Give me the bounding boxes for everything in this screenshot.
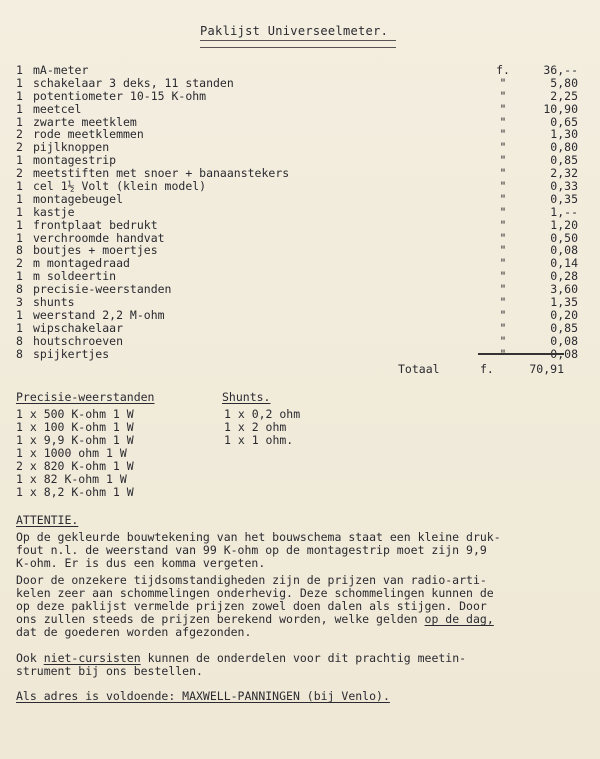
part-qty: 8 [16,243,23,258]
part-qty: 2 [16,256,23,271]
part-price: 0,85 [550,320,578,335]
total-currency: f. [480,362,494,376]
part-qty: 1 [16,63,23,77]
precisie-row: 1 x 500 K-ohm 1 W [16,407,134,421]
part-row [16,335,586,348]
precisie-list [16,408,134,499]
part-qty: 1 [16,269,23,284]
part-currency: " [499,114,507,129]
part-qty: 1 [16,307,23,322]
part-description: zwarte meetklem [33,114,137,129]
part-description: cel 1½ Volt (klein model) [33,179,207,194]
text-line: op deze paklijst vermelde prijzen zowel doen dalen als stijgen. Door [16,599,487,613]
part-price: 0,28 [550,269,578,284]
part-price: 5,80 [550,75,578,90]
part-currency: " [499,88,507,103]
part-currency: " [499,101,507,116]
part-description: houtschroeven [33,333,124,348]
part-currency: " [499,230,507,245]
text-span: kunnen de onderdelen voor dit prachtig meetin- [147,651,467,665]
part-currency: " [499,282,507,297]
part-description: weerstand 2,2 M-ohm [33,307,165,322]
precisie-row: 2 x 820 K-ohm 1 W [16,459,134,473]
part-price: 0,35 [550,191,578,206]
part-description: precisie-weerstanden [33,282,172,297]
part-currency: " [499,127,507,142]
part-description: montagebeugel [33,191,124,206]
text-span: Ook [16,651,37,665]
part-currency: " [499,140,507,155]
part-description: boutjes + moertjes [33,243,158,258]
attentie-paragraph-4 [16,690,586,703]
part-qty: 1 [16,88,23,103]
part-row [16,180,586,193]
part-qty: 1 [16,114,23,129]
part-description: frontplaat bedrukt [33,217,158,232]
part-description: montagestrip [33,153,117,168]
part-price: 0,08 [550,243,578,258]
part-price: 0,65 [550,114,578,129]
part-currency: " [499,153,507,168]
part-row [16,296,586,309]
part-price: 1,20 [550,217,578,232]
part-currency: " [499,75,507,90]
part-description: spijkertjes [33,346,110,361]
part-description: kastje [33,204,75,219]
part-currency: " [499,256,507,271]
attentie-paragraph-3 [16,652,586,678]
part-description: rode meetklemmen [33,127,144,142]
text-line: kelen zeer aan schommelingen onderhevig. Deze schommelingen kunnen de [16,586,494,600]
part-price: 2,25 [550,88,578,103]
shunts-heading: Shunts. [222,390,271,404]
part-description: m montagedraad [33,256,130,271]
total-rule [478,353,564,355]
part-qty: 1 [16,204,23,219]
part-currency: " [499,217,507,232]
part-description: mA-meter [33,63,89,77]
part-description: potentiometer 10-15 K-ohm [33,88,207,103]
text-line: K-ohm. Er is dus een komma vergeten. [16,556,266,570]
part-qty: 1 [16,153,23,168]
shunt-row: 1 x 1 ohm. [224,433,294,447]
text-span: ons zullen steeds de prijzen berekend worden, welke gelden [16,612,418,626]
part-qty: 1 [16,179,23,194]
part-qty: 1 [16,101,23,116]
part-qty: 2 [16,127,23,142]
part-qty: 1 [16,230,23,245]
part-currency: " [499,179,507,194]
part-price: 0,80 [550,140,578,155]
part-price: 10,90 [543,101,578,116]
part-price: 36,-- [543,63,578,77]
part-row [16,77,586,90]
part-currency: " [499,243,507,258]
underlined-text: op de dag, [424,612,494,626]
part-currency: " [499,333,507,348]
part-price: 0,33 [550,179,578,194]
part-currency: " [499,295,507,310]
part-description: shunts [33,295,75,310]
part-price: 0,20 [550,307,578,322]
part-description: meetcel [33,101,82,116]
part-price: 2,32 [550,166,578,181]
part-row [16,309,586,322]
part-price: 0,50 [550,230,578,245]
total-amount: 70,91 [529,362,564,376]
precisie-row: 1 x 100 K-ohm 1 W [16,420,134,434]
part-qty: 3 [16,295,23,310]
text-line: Door de onzekere tijdsomstandigheden zijn de prijzen van radio-arti- [16,573,487,587]
part-qty: 1 [16,191,23,206]
part-row [16,64,586,77]
underlined-text: niet-cursisten [43,651,141,665]
shunt-row: 1 x 0,2 ohm [224,407,301,421]
text-line: strument bij ons bestellen. [16,664,203,678]
part-price: 0,14 [550,256,578,271]
attentie-paragraph-1 [16,531,586,570]
part-currency: " [499,307,507,322]
parts-list [16,64,586,360]
part-description: schakelaar 3 deks, 11 standen [33,75,234,90]
precisie-heading: Precisie-weerstanden [16,390,155,404]
part-description: meetstiften met snoer + banaanstekers [33,166,290,181]
address-line: Als adres is voldoende: MAXWELL-PANNINGEN (bij Venlo). [16,689,390,703]
total-label: Totaal [398,362,440,376]
part-qty: 1 [16,75,23,90]
title-double-underline [200,40,396,48]
part-price: 3,60 [550,282,578,297]
part-currency: " [499,269,507,284]
precisie-row: 1 x 1000 ohm 1 W [16,446,127,460]
text-line: dat de goederen worden afgezonden. [16,625,252,639]
part-price: 1,-- [550,204,578,219]
text-line: fout n.l. de weerstand van 99 K-ohm op de montagestrip moet zijn 9,9 [16,543,487,557]
precisie-row: 1 x 82 K-ohm 1 W [16,472,127,486]
precisie-row: 1 x 9,9 K-ohm 1 W [16,433,134,447]
part-price: 1,30 [550,127,578,142]
part-row [16,193,586,206]
attentie-paragraph-2 [16,574,586,639]
part-price: 0,85 [550,153,578,168]
shunts-list [224,408,300,447]
part-description: pijlknoppen [33,140,110,155]
part-qty: 1 [16,320,23,335]
part-description: m soldeertin [33,269,117,284]
part-currency: " [499,320,507,335]
part-row [16,103,586,116]
part-currency: " [499,204,507,219]
text-line: Op de gekleurde bouwtekening van het bouwschema staat een kleine druk- [16,530,501,544]
part-row [16,206,586,219]
part-qty: 2 [16,140,23,155]
page-title: Paklijst Universeelmeter. [200,24,389,38]
part-row [16,322,586,335]
part-qty: 8 [16,282,23,297]
part-row [16,90,586,103]
part-currency: " [499,166,507,181]
part-description: wipschakelaar [33,320,124,335]
attentie-heading: ATTENTIE. [16,513,79,527]
shunt-row: 1 x 2 ohm [224,420,287,434]
part-qty: 2 [16,166,23,181]
part-price: 0,08 [550,346,578,361]
part-row [16,219,586,232]
part-currency: " [499,191,507,206]
part-qty: 8 [16,333,23,348]
part-price: 0,08 [550,333,578,348]
part-qty: 1 [16,217,23,232]
part-price: 1,35 [550,295,578,310]
part-currency: " [499,346,507,361]
part-description: verchroomde handvat [33,230,165,245]
precisie-row: 1 x 8,2 K-ohm 1 W [16,485,134,499]
part-currency: f. [496,63,510,77]
part-qty: 8 [16,346,23,361]
